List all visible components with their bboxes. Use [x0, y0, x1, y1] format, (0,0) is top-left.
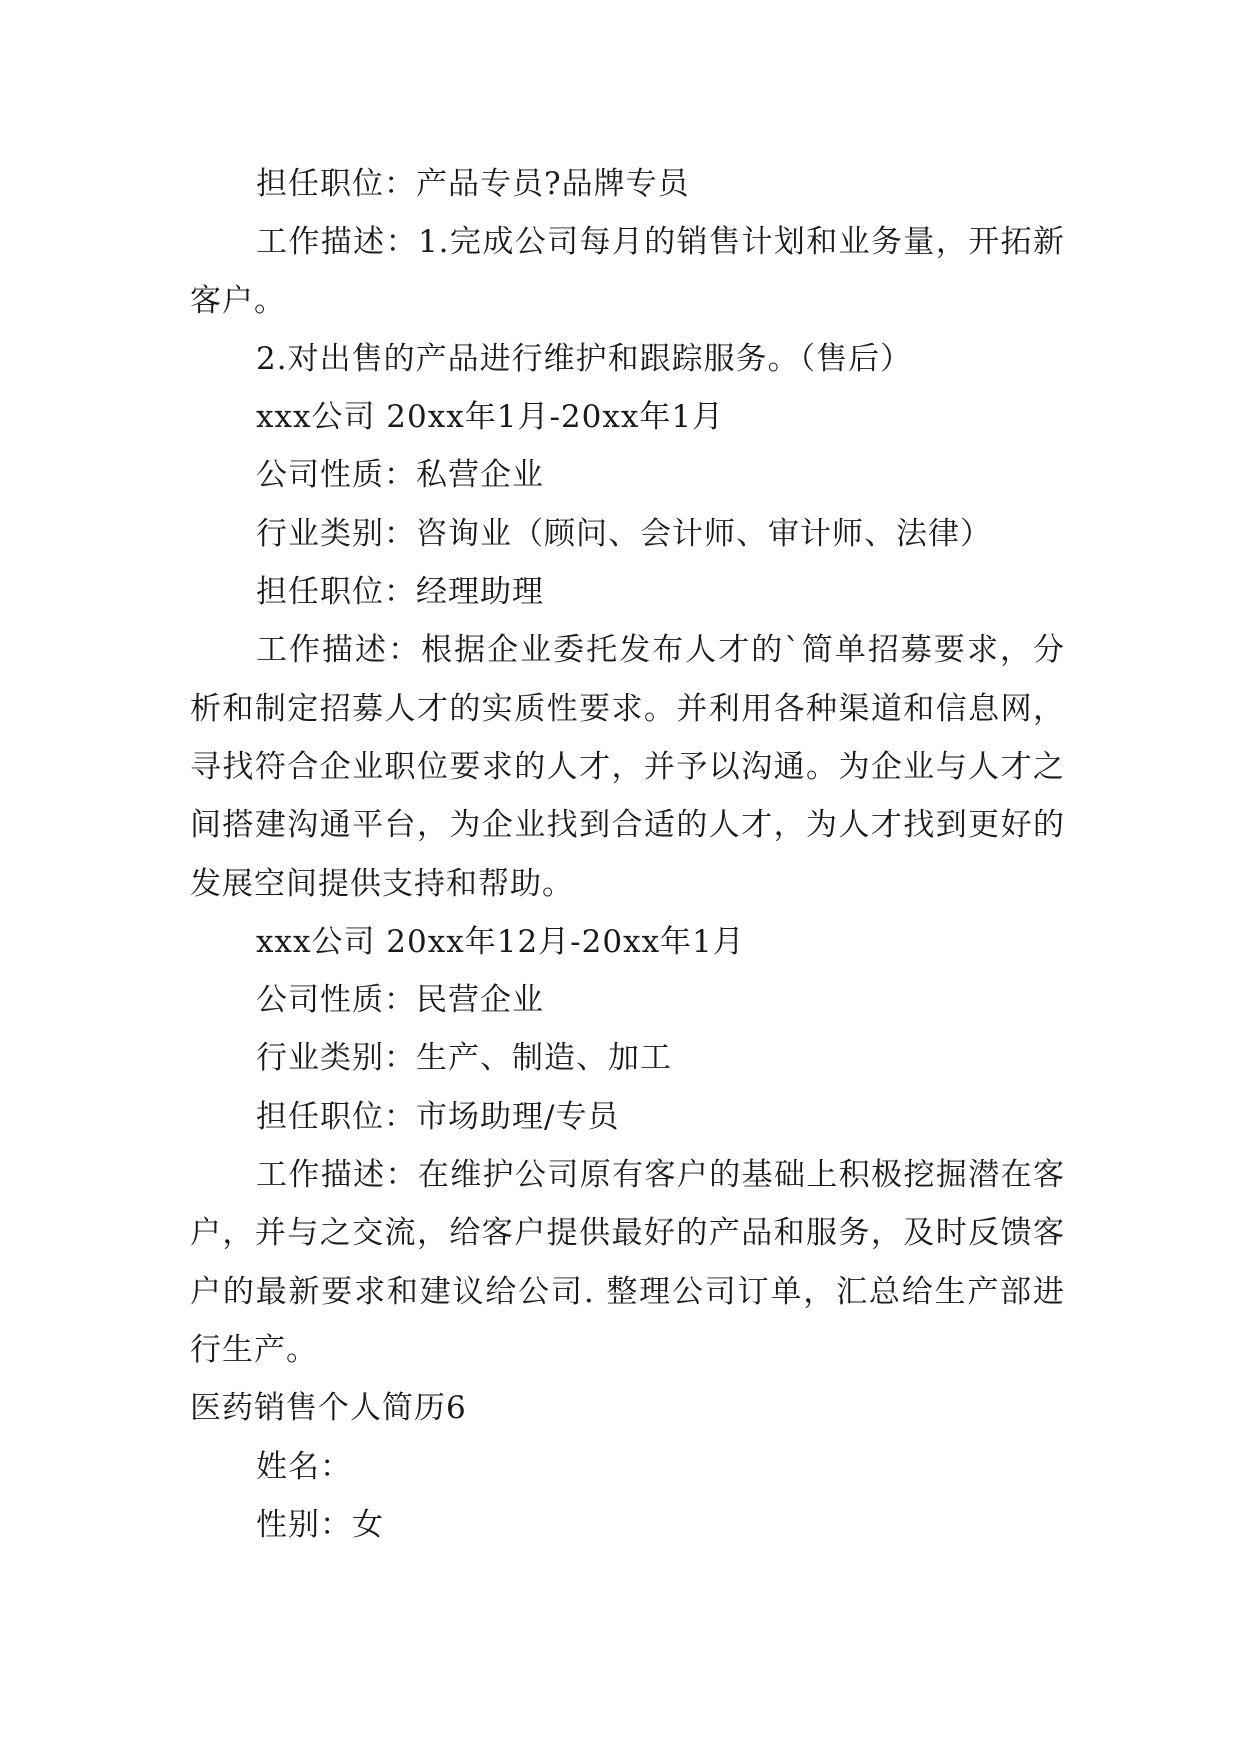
position-line: 担任职位：市场助理/专员: [256, 1098, 620, 1135]
job-description-paragraph: 工作描述：1.完成公司每月的销售计划和业务量，开拓新客户。: [190, 224, 1065, 319]
company-period-line: xxx公司 20xx年1月-20xx年1月: [256, 399, 725, 436]
company-type-line: 公司性质：民营企业: [256, 982, 544, 1019]
position-line: 担任职位：经理助理: [256, 574, 544, 611]
company-period-line: xxx公司 20xx年12月-20xx年1月: [256, 923, 745, 960]
job-description-item: 2.对出售的产品进行维护和跟踪服务。（售后）: [256, 340, 913, 377]
industry-line: 行业类别：生产、制造、加工: [256, 1040, 672, 1077]
document-body: [190, 155, 1065, 1554]
name-line: 姓名：: [256, 1448, 352, 1485]
section-heading: 医药销售个人简历6: [190, 1390, 467, 1427]
position-line: 担任职位：产品专员?品牌专员: [256, 166, 690, 202]
industry-line: 行业类别：咨询业（顾问、会计师、审计师、法律）: [256, 515, 992, 552]
job-description-paragraph: 工作描述：根据企业委托发布人才的`简单招募要求，分析和制定招募人才的实质性要求。并利用各种渠道和信息网，寻找符合企业职位要求的人才，并予以沟通。为企业与人才之间搭建沟通平台，为企业找到合适的人才，为人才找到更好的发展空间提供支持和帮助。: [190, 632, 1065, 902]
company-type-line: 公司性质：私营企业: [256, 457, 544, 494]
job-description-paragraph: 工作描述：在维护公司原有客户的基础上积极挖掘潜在客户，并与之交流，给客户提供最好的产品和服务，及时反馈客户的最新要求和建议给公司. 整理公司订单，汇总给生产部进行生产。: [190, 1157, 1065, 1368]
gender-line: 性别：女: [256, 1506, 384, 1543]
